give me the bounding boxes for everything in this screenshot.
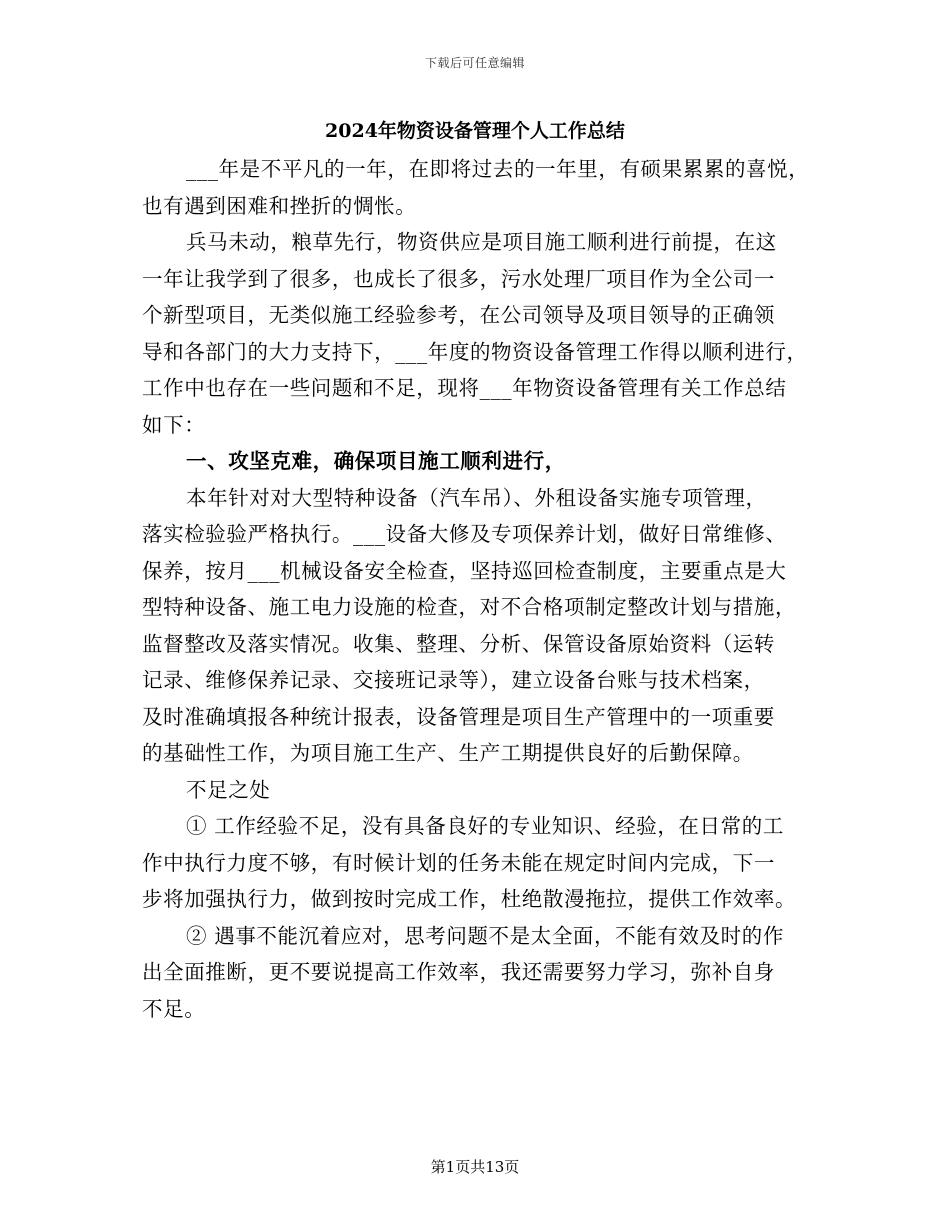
body-line: 也有遇到困难和挫折的惆怅。: [142, 193, 417, 218]
body-line: 出全面推断，更不要说提高工作效率，我还需要努力学习，弥补自身: [142, 960, 775, 984]
body-line: 型特种设备、施工电力设施的检查，对不合格项制定整改计划与措施，: [142, 595, 797, 619]
body-line: 个新型项目，无类似施工经验参考，在公司领导及项目领导的正确领: [142, 303, 775, 327]
body-line: 监督整改及落实情况。收集、整理、分析、保管设备原始资料（运转: [142, 631, 775, 656]
header-note: 下载后可任意编辑: [424, 56, 525, 70]
section-heading: 一、攻坚克难，确保项目施工顺利进行，: [186, 449, 566, 473]
body-line: 工作中也存在一些问题和不足，现将___年物资设备管理有关工作总结: [142, 376, 787, 400]
body-line: 步将加强执行力，做到按时完成工作，杜绝散漫拖拉，提供工作效率。: [142, 887, 797, 911]
page-footer: 第1页共13页: [430, 1158, 520, 1176]
body-line: 落实检验验严格执行。___设备大修及专项保养计划，做好日常维修、: [142, 522, 787, 546]
body-line: ① 工作经验不足，没有具备良好的专业知识、经验，在日常的工: [186, 814, 784, 838]
body-line: 作中执行力度不够，有时候计划的任务未能在规定时间内完成，下一: [142, 850, 775, 875]
body-line: 不足之处: [186, 777, 271, 802]
body-line: 本年针对对大型特种设备（汽车吊）、外租设备实施专项管理，: [186, 485, 767, 510]
body-line: 不足。: [142, 996, 206, 1021]
body-line: ② 遇事不能沉着应对，思考问题不是太全面，不能有效及时的作: [186, 923, 784, 948]
body-line: 兵马未动，粮草先行，物资供应是项目施工顺利进行前提，在这: [186, 230, 777, 254]
body-line: 导和各部门的大力支持下，___年度的物资设备管理工作得以顺利进行，: [142, 339, 808, 364]
document-body: [142, 151, 824, 1027]
body-line: 一年让我学到了很多，也成长了很多，污水处理厂项目作为全公司一: [142, 266, 775, 291]
body-line: 记录、维修保养记录、交接班记录等），建立设备台账与技术档案，: [142, 668, 765, 692]
body-line: 如下：: [142, 412, 206, 437]
document-title: 2024年物资设备管理个人工作总结: [325, 120, 625, 142]
body-line: ___年是不平凡的一年，在即将过去的一年里，有硕果累累的喜悦，: [186, 157, 810, 181]
body-line: 保养，按月___机械设备安全检查，坚持巡回检查制度，主要重点是大: [142, 558, 787, 583]
body-line: 的基础性工作，为项目施工生产、生产工期提供良好的后勤保障。: [142, 741, 754, 765]
body-line: 及时准确填报各种统计报表，设备管理是项目生产管理中的一项重要: [142, 704, 775, 729]
